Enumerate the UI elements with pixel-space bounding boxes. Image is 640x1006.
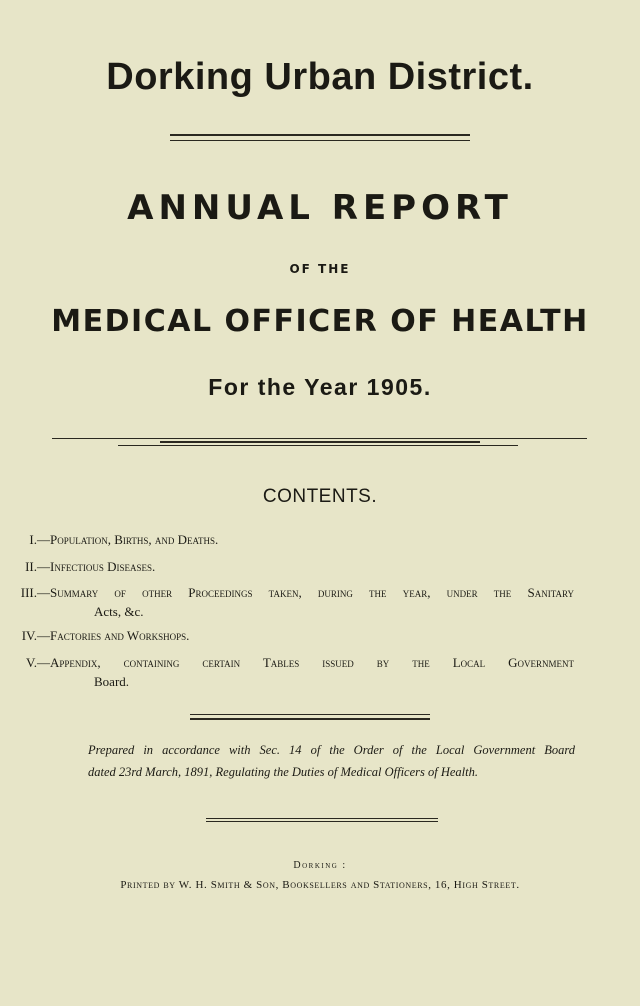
report-officer-title: MEDICAL OFFICER OF HEALTH bbox=[51, 304, 589, 339]
imprint-place: Dorking : bbox=[293, 860, 347, 871]
item-number: II.— bbox=[25, 559, 50, 574]
divider-rule bbox=[170, 140, 470, 141]
item-text: Summary of other Proceedings taken, during the year, under the Sanitary bbox=[50, 585, 574, 600]
item-text: Factories and Workshops. bbox=[50, 628, 190, 643]
item-number: III.— bbox=[20, 585, 50, 600]
divider-rule bbox=[160, 441, 480, 443]
divider-rule bbox=[190, 714, 430, 715]
report-title: ANNUAL REPORT bbox=[127, 188, 513, 228]
divider-rule bbox=[170, 134, 470, 136]
report-subtitle-connector: OF THE bbox=[289, 262, 351, 276]
report-year: For the Year 1905. bbox=[208, 374, 432, 400]
divider-rule bbox=[206, 818, 438, 819]
district-title: Dorking Urban District. bbox=[106, 56, 534, 98]
item-text-continuation: Acts, &c. bbox=[94, 604, 144, 619]
imprint-printer: Printed by W. H. Smith & Son, Booksellers and Stationers, 16, High Street. bbox=[120, 879, 520, 891]
divider-rule bbox=[206, 821, 438, 822]
item-text-continuation: Board. bbox=[94, 674, 130, 689]
item-number: I.— bbox=[29, 532, 50, 547]
contents-item bbox=[0, 653, 575, 693]
item-text: Infectious Diseases. bbox=[50, 559, 156, 574]
item-number: V.— bbox=[26, 655, 50, 670]
prepared-statement-line: dated 23rd March, 1891, Regulating the Duties of Medical Officers of Health. bbox=[88, 765, 478, 779]
divider-rule bbox=[118, 445, 518, 446]
prepared-statement-line: Prepared in accordance with Sec. 14 of the Order of the Local Government Board bbox=[88, 743, 575, 757]
contents-heading: CONTENTS. bbox=[262, 486, 378, 507]
item-number: IV.— bbox=[21, 628, 50, 643]
item-text: Population, Births, and Deaths. bbox=[50, 532, 219, 547]
divider-rule bbox=[190, 718, 430, 720]
contents-item bbox=[0, 583, 575, 623]
divider-rule bbox=[52, 438, 587, 439]
item-text: Appendix, containing certain Tables issued by the Local Government bbox=[50, 655, 574, 670]
